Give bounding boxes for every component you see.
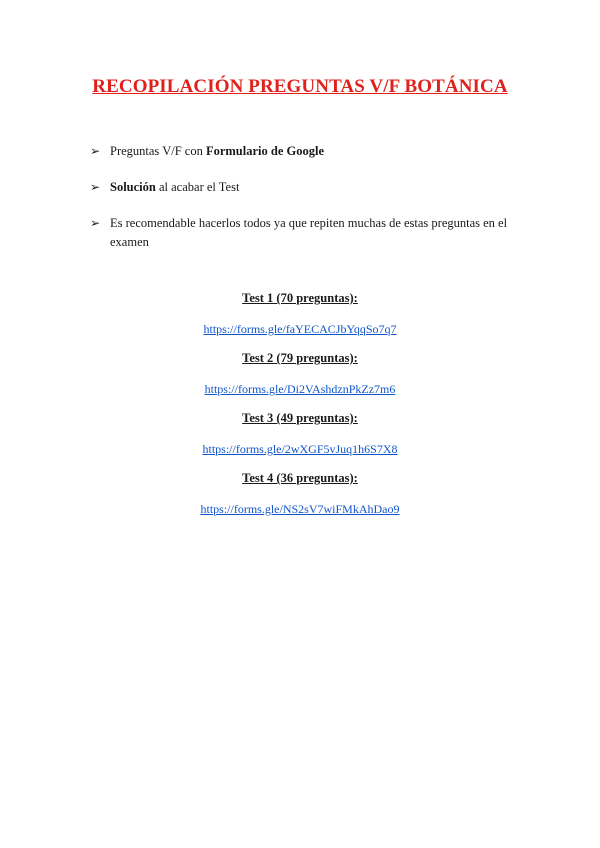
test-entry (0, 350, 600, 410)
bullet-bold-text: Solución (110, 180, 156, 194)
test-title: Test 4 (36 preguntas): (242, 471, 358, 485)
arrow-bullet-icon: ➢ (90, 144, 101, 158)
test-link[interactable]: https://forms.gle/2wXGF5vJuq1h6S7X8 (202, 442, 398, 456)
bullet-bold-text: Formulario de Google (205, 144, 324, 158)
bullet-text: Es recomendable hacerlos todos ya que repiten muchas de estas preguntas en el examen (110, 216, 508, 249)
bullet-item (90, 214, 530, 252)
test-link[interactable]: https://forms.gle/NS2sV7wiFMkAhDao9 (200, 502, 400, 516)
bullet-text-tail: al acabar el Test (155, 180, 240, 194)
test-entry (0, 470, 600, 530)
bullet-item (90, 142, 530, 161)
bullet-item (90, 178, 530, 197)
test-link[interactable]: https://forms.gle/Di2VAshdznPkZz7m6 (204, 382, 396, 396)
test-title: Test 2 (79 preguntas): (242, 351, 358, 365)
arrow-bullet-icon: ➢ (90, 216, 101, 230)
test-entry (0, 290, 600, 350)
bullet-text: Preguntas V/F con (110, 144, 206, 158)
arrow-bullet-icon: ➢ (90, 180, 101, 194)
test-entry (0, 410, 600, 470)
bullet-list (90, 142, 530, 269)
test-title: Test 3 (49 preguntas): (242, 411, 358, 425)
test-list (0, 290, 600, 530)
test-title: Test 1 (70 preguntas): (242, 291, 358, 305)
test-link[interactable]: https://forms.gle/faYECACJbYqqSo7q7 (203, 322, 397, 336)
document-title: RECOPILACIÓN PREGUNTAS V/F BOTÁNICA (92, 76, 508, 97)
